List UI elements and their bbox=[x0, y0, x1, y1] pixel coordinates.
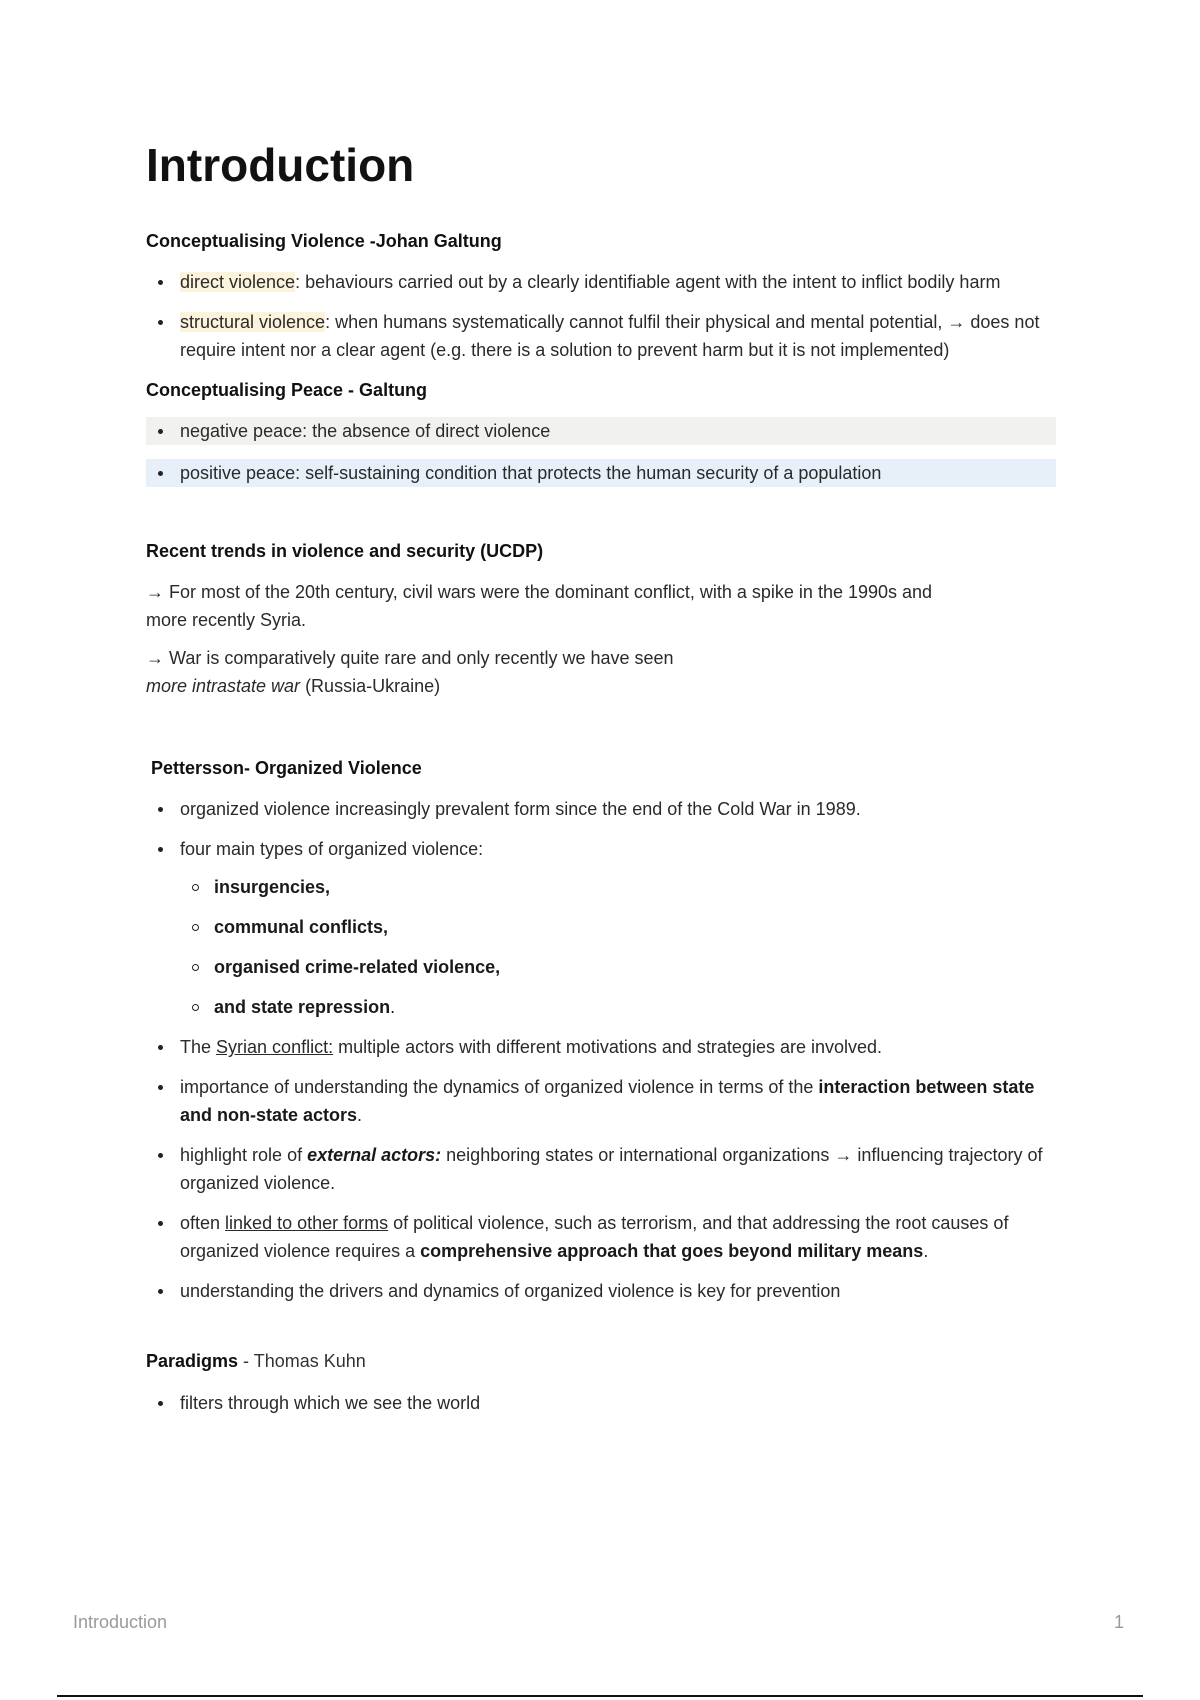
list-item-text: filters through which we see the world bbox=[180, 1392, 481, 1413]
list-item-text: . bbox=[357, 1105, 363, 1126]
list-item-positive-peace bbox=[146, 459, 1056, 487]
section-heading-peace: Conceptualising Peace - Galtung bbox=[146, 379, 428, 400]
punctuation: . bbox=[390, 997, 396, 1018]
list-item-text: organized violence increasingly prevalent form since the end of the Cold War in 1989. bbox=[180, 799, 861, 820]
list-item bbox=[146, 1389, 1056, 1417]
page-title: Introduction bbox=[146, 139, 415, 191]
footer-page-number: 1 bbox=[1113, 1612, 1124, 1632]
underlined-text: linked to other forms bbox=[225, 1213, 389, 1234]
list-item bbox=[146, 1033, 1056, 1061]
list-item bbox=[146, 1141, 1056, 1197]
section-heading-paradigms bbox=[146, 1349, 1056, 1374]
sub-list bbox=[180, 873, 1056, 1021]
list-item bbox=[146, 308, 1056, 364]
list-item-text: multiple actors with different motivations and strategies are involved. bbox=[333, 1037, 883, 1058]
section-heading-pettersson: Pettersson- Organized Violence bbox=[151, 758, 422, 779]
paragraph-text: → War is comparatively quite rare and only recently we have seen bbox=[146, 648, 674, 669]
list-item bbox=[146, 795, 1056, 823]
violence-list bbox=[146, 268, 1056, 364]
sub-list-item bbox=[180, 993, 1056, 1021]
sub-list-item: insurgencies, bbox=[180, 873, 1056, 901]
bold-text: comprehensive approach that goes beyond military means bbox=[420, 1241, 924, 1262]
sub-list-item: communal conflicts, bbox=[180, 913, 1056, 941]
sub-list-item-text: and state repression bbox=[214, 997, 391, 1018]
organized-violence-list bbox=[146, 795, 1056, 1305]
paragraph bbox=[146, 644, 966, 700]
highlighted-term: structural violence bbox=[180, 311, 326, 332]
list-item-text: negative peace: the absence of direct violence bbox=[180, 420, 551, 441]
list-item bbox=[146, 1209, 1056, 1265]
section-heading-violence: Conceptualising Violence -Johan Galtung bbox=[146, 230, 502, 251]
paragraph: → For most of the 20th century, civil wars were the dominant conflict, with a spike in the 1990s and more recently Syria. bbox=[146, 582, 933, 631]
list-item bbox=[146, 835, 1056, 1021]
list-item-text: highlight role of bbox=[180, 1145, 308, 1166]
document-body bbox=[146, 140, 1056, 1429]
heading-author: - Thomas Kuhn bbox=[238, 1351, 366, 1372]
list-item bbox=[146, 1277, 1056, 1305]
footer-document-title: Introduction bbox=[73, 1612, 168, 1632]
list-item-text: : behaviours carried out by a clearly identifiable agent with the intent to inflict bodily harm bbox=[295, 271, 1001, 292]
list-item-text: understanding the drivers and dynamics of organized violence is key for prevention bbox=[180, 1281, 841, 1302]
list-item bbox=[146, 268, 1056, 296]
bold-italic-text: external actors: bbox=[307, 1145, 442, 1166]
list-item-text: The bbox=[180, 1037, 217, 1058]
list-item-text: of political violence, such as terrorism, and that addressing the root causes of organized violence requires a bbox=[180, 1213, 1009, 1262]
list-item-negative-peace bbox=[146, 417, 1056, 445]
highlighted-term: direct violence bbox=[180, 271, 296, 292]
list-item-text: positive peace: self-sustaining condition that protects the human security of a population bbox=[180, 462, 882, 483]
heading-bold: Paradigms bbox=[146, 1351, 239, 1372]
paragraph-text: (Russia-Ukraine) bbox=[300, 676, 441, 697]
list-item-text: often bbox=[180, 1213, 226, 1234]
list-item-text: importance of understanding the dynamics of organized violence in terms of the bbox=[180, 1077, 819, 1098]
list-item-text: neighboring states or international organizations → influencing trajectory of organized violence. bbox=[180, 1145, 1043, 1194]
list-item bbox=[146, 1073, 1056, 1129]
list-item-text: . bbox=[923, 1241, 929, 1262]
footer-divider bbox=[57, 1695, 1143, 1697]
underlined-text: Syrian conflict: bbox=[216, 1037, 334, 1058]
list-item-text: : when humans systematically cannot fulfil their physical and mental potential, → does not require intent nor a clear agent (e.g. there is a solution to prevent harm but it is not implemented) bbox=[180, 311, 1040, 360]
italic-text: more intrastate war bbox=[146, 676, 301, 697]
list-item-text: four main types of organized violence: bbox=[180, 839, 484, 860]
paradigms-list bbox=[146, 1389, 1056, 1417]
bold-text: interaction between state and non-state actors bbox=[180, 1077, 1035, 1126]
section-heading-trends: Recent trends in violence and security (UCDP) bbox=[146, 540, 544, 561]
peace-list bbox=[146, 417, 1056, 487]
sub-list-item: organised crime-related violence, bbox=[180, 953, 1056, 981]
